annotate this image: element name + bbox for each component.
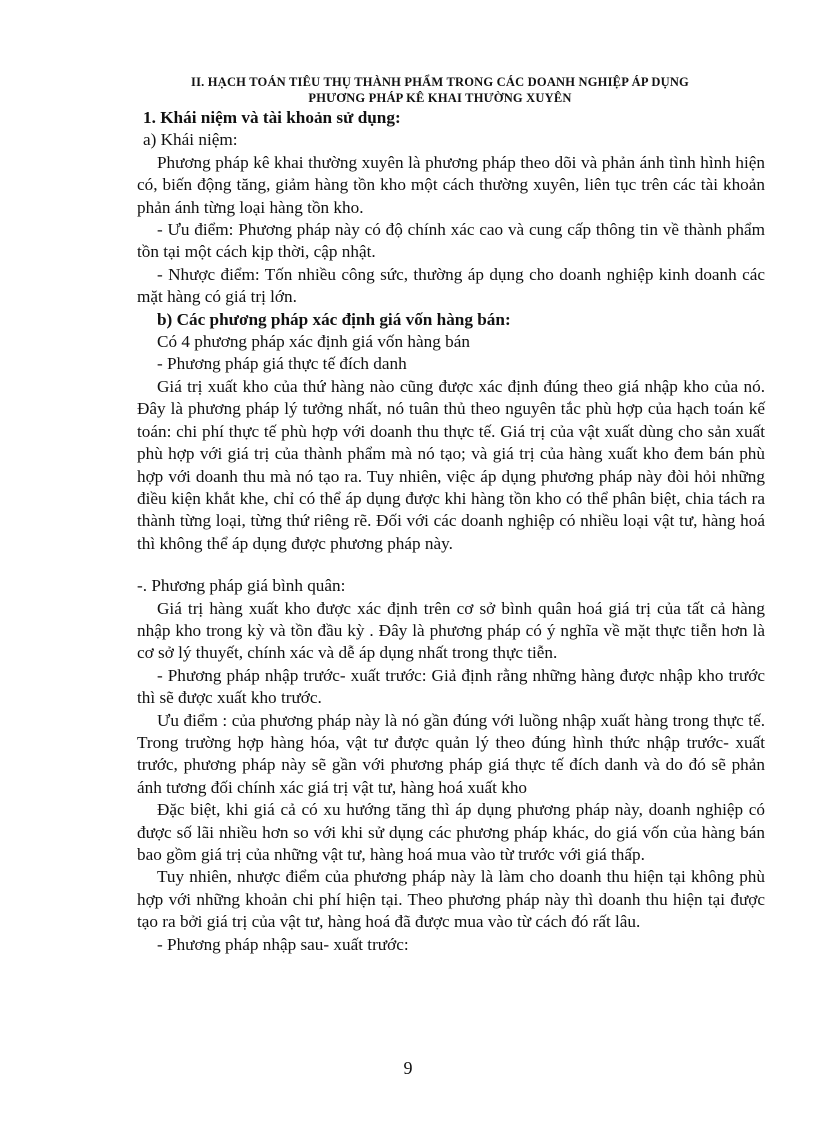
paragraph-specific-identification-detail: Giá trị xuất kho của thứ hàng nào cũng được xác định đúng theo giá nhập kho của nó. Đây là phương pháp lý tưởng nhất, nó tuân thủ theo nguyên tắc phù hợp của hạch toán kế toán: chi phí thực tế phù hợp với doanh thu thực tế. Giá trị của vật xuất dùng cho sản xuất phù hợp với giá trị của thành phẩm mà nó tạo; và giá trị của hàng xuất kho đem bán phù hợp với doanh thu mà nó tạo ra. Tuy nhiên, việc áp dụng phương pháp này đòi hỏi những điều kiện khắt khe, chỉ có thể áp dụng được khi hàng tồn kho có thể phân biệt, chia tách ra thành từng loại, từng thứ riêng rẽ. Đối với các doanh nghiệp có nhiều loại vật tư, hàng hoá thì không thể áp dụng được phương pháp này.	[137, 376, 765, 553]
paragraph-fifo-disadvantage: Tuy nhiên, nhược điểm của phương pháp này là làm cho doanh thu hiện tại không phù hợp với những khoản chi phí hiện tại. Theo phương pháp này thì doanh thu hiện tại được tạo ra bởi giá trị của vật tư, hàng hoá đã được mua vào từ cách đó rất lâu.	[137, 867, 765, 932]
section-heading	[120, 74, 760, 106]
paragraph-disadvantage: - Nhược điểm: Tốn nhiều công sức, thường áp dụng cho doanh nghiệp kinh doanh các mặt hàng có giá trị lớn.	[137, 264, 765, 307]
document-body	[137, 107, 765, 956]
paragraph-average-method: -. Phương pháp giá bình quân:	[137, 576, 346, 596]
paragraph-definition: Phương pháp kê khai thường xuyên là phương pháp theo dõi và phản ánh tình hình hiện có, biến động tăng, giảm hàng tồn kho một cách thường xuyên, liên tục trên các tài khoản phản ánh từng loại hàng tồn kho.	[137, 152, 765, 217]
paragraph-fifo-special: Đặc biệt, khi giá cả có xu hướng tăng thì áp dụng phương pháp này, doanh nghiệp có được số lãi nhiều hơn so với khi sử dụng các phương pháp khác, do giá vốn của hàng bán bao gồm giá trị của những vật tư, hàng hoá mua vào từ trước với giá thấp.	[137, 800, 765, 864]
paragraph-fifo: - Phương pháp nhập trước- xuất trước: Giả định rằng những hàng được nhập kho trước thì sẽ được xuất kho trước.	[137, 665, 765, 708]
paragraph-specific-identification: - Phương pháp giá thực tế đích danh	[157, 354, 407, 374]
heading-line-2: PHƯƠNG PHÁP KÊ KHAI THƯỜNG XUYÊN	[308, 91, 572, 105]
paragraph-fifo-advantage: Ưu điểm : của phương pháp này là nó gần đúng với luồng nhập xuất hàng trong thực tế. Trong trường hợp hàng hóa, vật tư được quản lý theo đúng hình thức nhập trước- xuất trước, phương pháp này sẽ gần với phương pháp giá thực tế đích danh và do đó sẽ phản ánh tương đối chính xác giá trị vật tư, hàng hoá xuất kho	[137, 710, 765, 797]
page-number: 9	[403, 1058, 413, 1078]
paragraph-four-methods: Có 4 phương pháp xác định giá vốn hàng bán	[157, 332, 470, 352]
section-1-title: 1. Khái niệm và tài khoản sử dụng:	[143, 108, 401, 127]
paragraph-lifo: - Phương pháp nhập sau- xuất trước:	[157, 934, 409, 954]
paragraph-average-method-detail: Giá trị hàng xuất kho được xác định trên cơ sở bình quân hoá giá trị của tất cả hàng nhập kho trong kỳ và tồn đầu kỳ . Đây là phương pháp có ý nghĩa về mặt thực tiễn hơn là cơ sở lý thuyết, chính xác và dễ áp dụng nhất trong thực tiễn.	[137, 598, 765, 663]
paragraph-gap	[137, 555, 765, 575]
paragraph-advantage: - Ưu điểm: Phương pháp này có độ chính xác cao và cung cấp thông tin về thành phẩm tồn tại một cách kịp thời, cập nhật.	[137, 220, 765, 262]
subsection-b-title: b) Các phương pháp xác định giá vốn hàng bán:	[157, 309, 511, 329]
heading-line-1: II. HẠCH TOÁN TIÊU THỤ THÀNH PHẨM TRONG CÁC DOANH NGHIỆP ÁP DỤNG	[191, 75, 689, 89]
subsection-a-title: a) Khái niệm:	[143, 130, 238, 150]
